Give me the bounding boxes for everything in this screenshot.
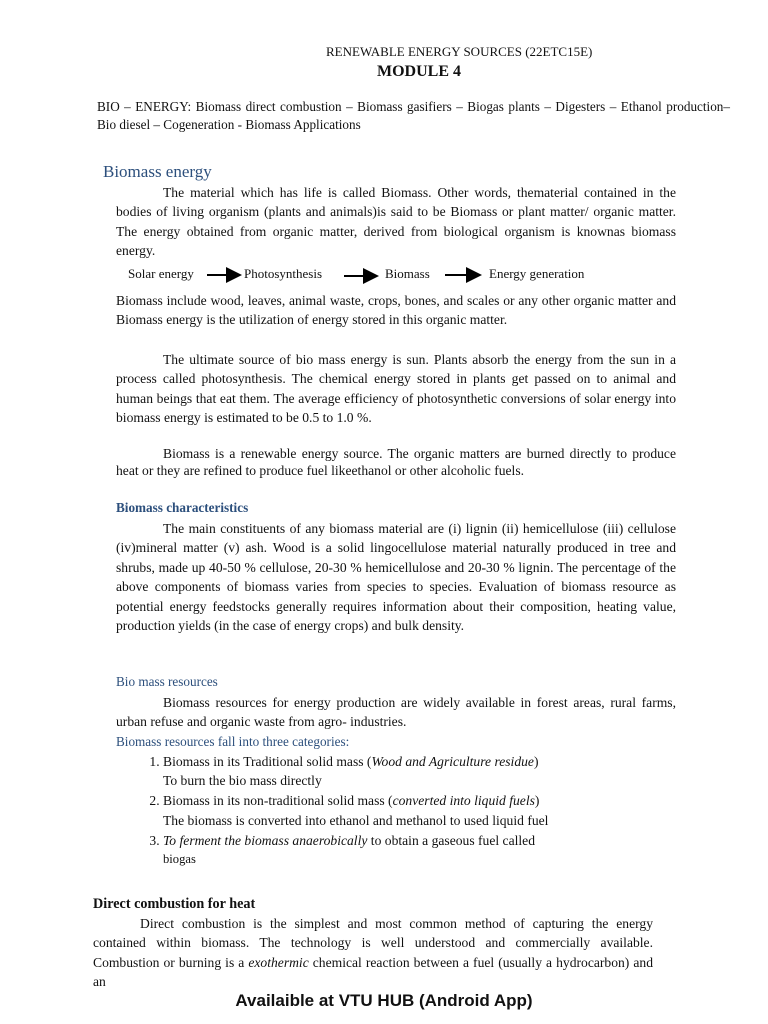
flow-step-biomass: Biomass [385,266,430,281]
paragraph-ultimate-source: The ultimate source of bio mass energy is sun. Plants absorb the energy from the sun in a process called photosynthesis. The chemical energy stored in plants get passed on to animal and human beings that eat them. The average efficiency of photosynthetic conversions of solar energy into biomass energy is estimated to be 0.5 to 1.0 %. [116,352,676,426]
paragraph-characteristics: The main constituents of any biomass material are (i) lignin (ii) hemicellulose (iii) cellulose (iv)mineral matter (v) ash. Wood is a solid lingocellulose material naturally produced in tree and shrubs, made up 40-50 % cellulose, 20-30 % hemicellulose and 20-30 % lignin. The percentage of the above components of biomass varies from species to species. Evaluation of biomass resource as potential energy feedstocks generally requires information about their composition, heating value, production yields (in the case of energy crops) and bulk density. [116,521,676,634]
section-title-biomass-energy: Biomass energy [103,162,212,181]
paragraph-biomass-definition: The material which has life is called Biomass. Other words, thematerial contained in the bodies of living organism (plants and animals)is said to be Biomass or plant matter/ organic matter. The energy obtained from organic matter, derived from biological organism is knownas biomass energy. [116,185,676,259]
list-item: 1. Biomass in its Traditional solid mass (Wood and Agriculture residue) To burn the bio mass directly [163,752,723,790]
flow-step-energy-generation: Energy generation [489,266,585,281]
paragraph-direct-combustion: Direct combustion is the simplest and most common method of capturing the energy contained within biomass. The technology is well understood and commercially available. Combustion or burning is a exothermic chemical reaction between a fuel (usually a hydrocarbon) and an [93,916,653,990]
module-syllabus: BIO – ENERGY: Biomass direct combustion – Biomass gasifiers – Biogas plants – Digesters – Ethanol production– Bio diesel – Cogeneration - Biomass Applications [97,99,730,132]
course-title: RENEWABLE ENERGY SOURCES (22ETC15E) [326,44,593,59]
categories-heading: Biomass resources fall into three categories: [116,734,350,749]
flow-step-photosynthesis: Photosynthesis [244,266,323,281]
section-title-bio-mass-resources: Bio mass resources [116,674,218,689]
flow-step-solar-energy: Solar energy [128,266,194,281]
module-heading: MODULE 4 [377,63,461,80]
section-title-direct-combustion: Direct combustion for heat [93,896,256,912]
list-item: 2. Biomass in its non-traditional solid mass (converted into liquid fuels) The biomass is converted into ethanol and methanol to used liquid fuel [163,791,723,829]
paragraph-renewable-source: Biomass is a renewable energy source. The organic matters are burned directly to produce heat or they are refined to produce fuel likeethanol or other alcoholic fuels. [116,446,676,478]
section-title-biomass-characteristics: Biomass characteristics [116,500,249,515]
paragraph-biomass-includes: Biomass include wood, leaves, animal waste, crops, bones, and scales or any other organic matter and Biomass energy is the utilization of energy stored in this organic matter. [116,293,676,328]
footer-watermark: Availaible at VTU HUB (Android App) [0,989,768,1013]
list-item: 3. To ferment the biomass anaerobically to obtain a gaseous fuel called biogas [163,831,723,869]
categories-list [116,752,723,870]
flow-arrows [0,266,768,284]
energy-flow-diagram [0,266,768,284]
paragraph-resources: Biomass resources for energy production are widely available in forest areas, rural farms, urban refuse and organic waste from agro- industries. [116,695,676,730]
